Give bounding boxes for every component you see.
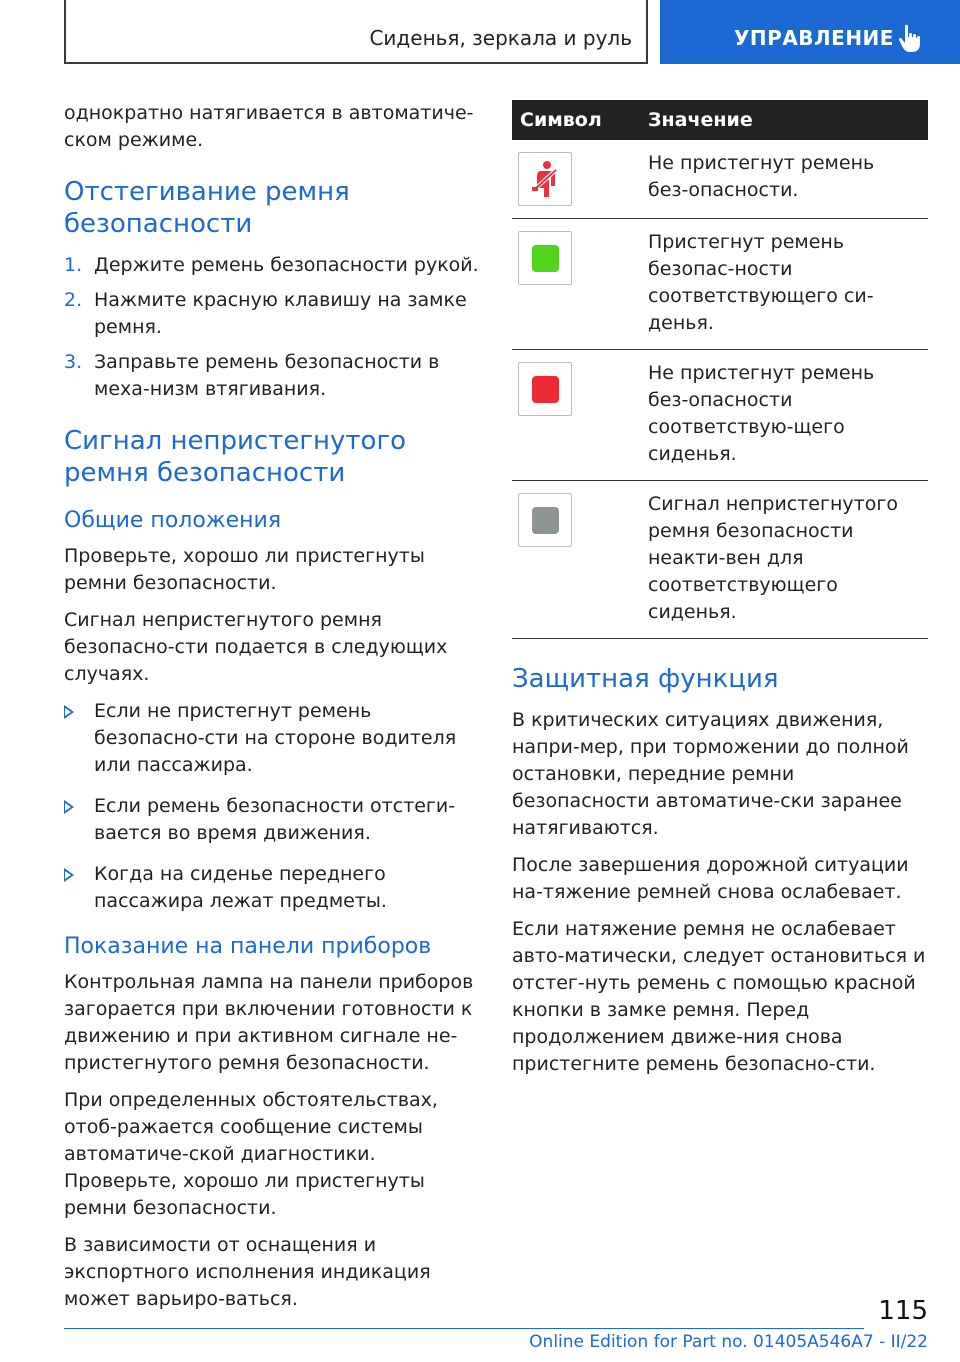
unfasten-steps (64, 252, 482, 403)
header-chapter-tab[interactable] (660, 0, 960, 64)
left-column (64, 100, 482, 1323)
meaning-cell: Не пристегнут ремень без-опасности соответствую-щего сиденья. (640, 350, 928, 481)
heading-unfasten: Отстегивание ремня безопасности (64, 177, 350, 239)
step-item: 2. Нажмите красную клавишу на замке ремня. (64, 289, 467, 338)
heading-display: Показание на панели приборов (64, 934, 432, 959)
lamp-paragraph: Контрольная лампа на панели приборов загорается при включении готовности к движению и при активном сигнале не-пристегнутого ремня безопасности. (64, 971, 474, 1074)
list-item: Если не пристегнут ремень безопасно-сти на стороне водителя или пассажира. (64, 698, 482, 779)
heading-general: Общие положения (64, 508, 282, 533)
step-item: 1. Держите ремень безопасности рукой. (64, 254, 479, 276)
protect-paragraph-1: В критических ситуациях движения, напри-мер, при торможении до полной остановки, передние ремни безопасности автоматиче-ски заранее натягиваются. (512, 709, 909, 839)
column-header-meaning: Значение (640, 100, 928, 140)
column-header-symbol: Символ (512, 100, 640, 140)
table-row (512, 140, 928, 219)
meaning-cell: Пристегнут ремень безопас-ности соответствующего си-денья. (640, 219, 928, 350)
meaning-cell: Не пристегнут ремень без-опасности. (640, 140, 928, 219)
variant-paragraph: В зависимости от оснащения и экспортного исполнения индикация может варьиро-ваться. (64, 1234, 431, 1310)
seatbelt-warning-icon (518, 152, 572, 206)
check-paragraph: Проверьте, хорошо ли пристегнуты ремни безопасности. (64, 545, 425, 594)
list-item: Если ремень безопасности отстеги-вается во время движения. (64, 793, 482, 847)
table-row (512, 219, 928, 350)
intro-paragraph: однократно натягивается в автоматиче-ском режиме. (64, 102, 474, 151)
gray-square-icon (518, 493, 572, 547)
meaning-cell: Сигнал непристегнутого ремня безопасности неакти-вен для соответствующего сиденья. (640, 481, 928, 639)
red-square-icon (518, 362, 572, 416)
symbol-table (512, 100, 928, 639)
page-number: 115 (878, 1296, 928, 1326)
symbol-cell (512, 219, 640, 350)
signal-cases-list (64, 698, 482, 915)
symbol-cell (512, 140, 640, 219)
list-item: Когда на сиденье переднего пассажира лежат предметы. (64, 861, 482, 915)
hand-pointer-icon (898, 24, 924, 54)
header-chapter-title: УПРАВЛЕНИЕ (734, 26, 894, 50)
step-item: 3. Заправьте ремень безопасности в меха-низм втягивания. (64, 351, 440, 400)
heading-signal: Сигнал непристегнутого ремня безопасности (64, 426, 407, 488)
table-row (512, 481, 928, 639)
signal-paragraph: Сигнал непристегнутого ремня безопасно-сти подается в следующих случаях. (64, 609, 448, 685)
symbol-cell (512, 350, 640, 481)
triangle-bullet-icon (64, 705, 74, 719)
header-section-title: Сиденья, зеркала и руль (369, 26, 632, 50)
footer-edition: Online Edition for Part no. 01405A546A7 - II/22 (529, 1332, 928, 1352)
right-column (512, 100, 928, 1088)
footer-divider (64, 1328, 864, 1329)
green-square-icon (518, 231, 572, 285)
table-row (512, 350, 928, 481)
triangle-bullet-icon (64, 868, 74, 882)
protect-paragraph-3: Если натяжение ремня не ослабевает авто-матически, следует остановиться и отстег-нуть ремень с помощью красной кнопки в замке ремня. Перед продолжением движе-ния снова пристегните ремень безопасно-сти. (512, 918, 926, 1075)
table-header-row (512, 100, 928, 140)
protect-paragraph-2: После завершения дорожной ситуации на-тяжение ремней снова ослабевает. (512, 854, 909, 903)
triangle-bullet-icon (64, 800, 74, 814)
header-section-box (64, 0, 648, 64)
heading-protect: Защитная функция (512, 664, 779, 694)
symbol-cell (512, 481, 640, 639)
message-paragraph: При определенных обстоятельствах, отоб-ражается сообщение системы автоматиче-ской диагностики. Проверьте, хорошо ли пристегнуты ремни безопасности. (64, 1089, 438, 1219)
